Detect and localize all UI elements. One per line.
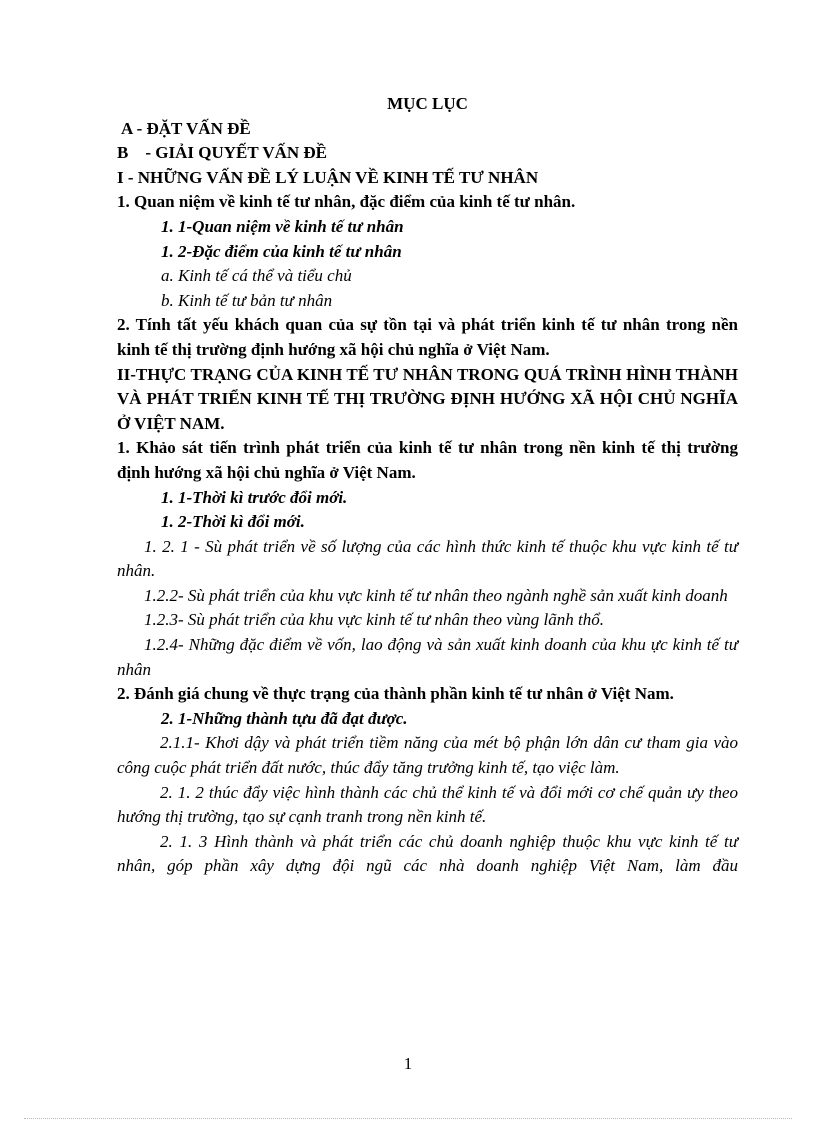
toc-entry-section-b: B - GIẢI QUYẾT VẤN ĐỀ [117, 143, 328, 163]
toc-entry-1-1: 1. 1-Quan niệm về kinh tế tư nhân [161, 216, 404, 236]
toc-entry-ii-1-2-3: 1.2.3- Sù phát triển của khu vực kinh tế tư nhân theo vùng lãnh thổ. [144, 610, 604, 630]
page-bottom-divider [24, 1118, 792, 1119]
toc-entry-1-2-a: a. Kinh tế cá thể và tiểu chủ [161, 266, 352, 286]
toc-entry-ii-2-1-3: 2. 1. 3 Hình thành và phát triển các chủ doanh nghiệp thuộc khu vực kinh tế tư nhân, góp phần xây dựng đội ngũ các nhà doanh nghiệp Việt Nam, làm đầu [117, 831, 738, 876]
toc-entry-1: 1. Quan niệm về kinh tế tư nhân, đặc điểm của kinh tế tư nhân. [117, 192, 576, 212]
toc-entry-ii-2-1-2: 2. 1. 2 thúc đẩy việc hình thành các chủ thể kinh tế và đổi mới cơ chế quản ưy theo hướng thị trường, tạo sự cạnh tranh trong nền kinh tế. [117, 782, 738, 827]
toc-entry-ii-1-2: 1. 2-Thời kì đổi mới. [161, 512, 305, 532]
toc-entry-1-2: 1. 2-Đặc điểm của kinh tế tư nhân [161, 241, 402, 261]
toc-entry-section-a: A - ĐẶT VẤN ĐỀ [121, 118, 251, 138]
toc-entry-part-2: II-THỰC TRẠNG CỦA KINH TẾ TƯ NHÂN TRONG QUÁ TRÌNH HÌNH THÀNH VÀ PHÁT TRIỂN KINH TẾ THỊ TRƯỜNG ĐỊNH HƯỚNG XÃ HỘI CHỦ NGHĨA Ở VIỆT NAM. [117, 364, 738, 433]
toc-entry-ii-1: 1. Khảo sát tiến trình phát triển của kinh tế tư nhân trong nền kinh tế thị trường định hướng xã hội chủ nghĩa ở Việt Nam. [117, 438, 738, 482]
toc-entry-2: 2. Tính tất yếu khách quan của sự tồn tại và phát triển kinh tế tư nhân trong nền kinh tế thị trường định hướng xã hội chủ nghĩa ở Việt Nam. [117, 315, 738, 359]
toc-entry-ii-1-1: 1. 1-Thời kì trước đổi mới. [161, 487, 348, 507]
page-number: 1 [403, 1054, 413, 1073]
page-title: MỤC LỤC [387, 94, 468, 113]
toc-entry-ii-1-2-2: 1.2.2- Sù phát triển của khu vực kinh tế tư nhân theo ngành nghề sản xuất kinh doanh [144, 585, 728, 605]
table-of-contents [117, 92, 738, 879]
toc-entry-ii-2-1: 2. 1-Những thành tựu đã đạt được. [161, 708, 408, 728]
toc-entry-ii-2: 2. Đánh giá chung về thực trạng của thành phần kinh tế tư nhân ở Việt Nam. [117, 684, 674, 704]
toc-entry-ii-1-2-4: 1.2.4- Những đặc điểm về vốn, lao động và sản xuất kinh doanh của khu ực kinh tế tư nhân [117, 635, 738, 679]
toc-entry-part-1: I - NHỮNG VẤN ĐỀ LÝ LUẬN VỀ KINH TẾ TƯ NHÂN [117, 167, 539, 187]
toc-entry-ii-2-1-1: 2.1.1- Khơi dậy và phát triển tiềm năng của mét bộ phận lớn dân cư tham gia vào công cuộc phát triển đất nước, thúc đẩy tăng trưởng kinh tế, tạo việc làm. [117, 733, 738, 778]
toc-entry-ii-1-2-1: 1. 2. 1 - Sù phát triển về số lượng của các hình thức kinh tế thuộc khu vực kinh tế tư nhân. [117, 536, 738, 581]
toc-entry-1-2-b: b. Kinh tế tư bản tư nhân [161, 290, 333, 310]
